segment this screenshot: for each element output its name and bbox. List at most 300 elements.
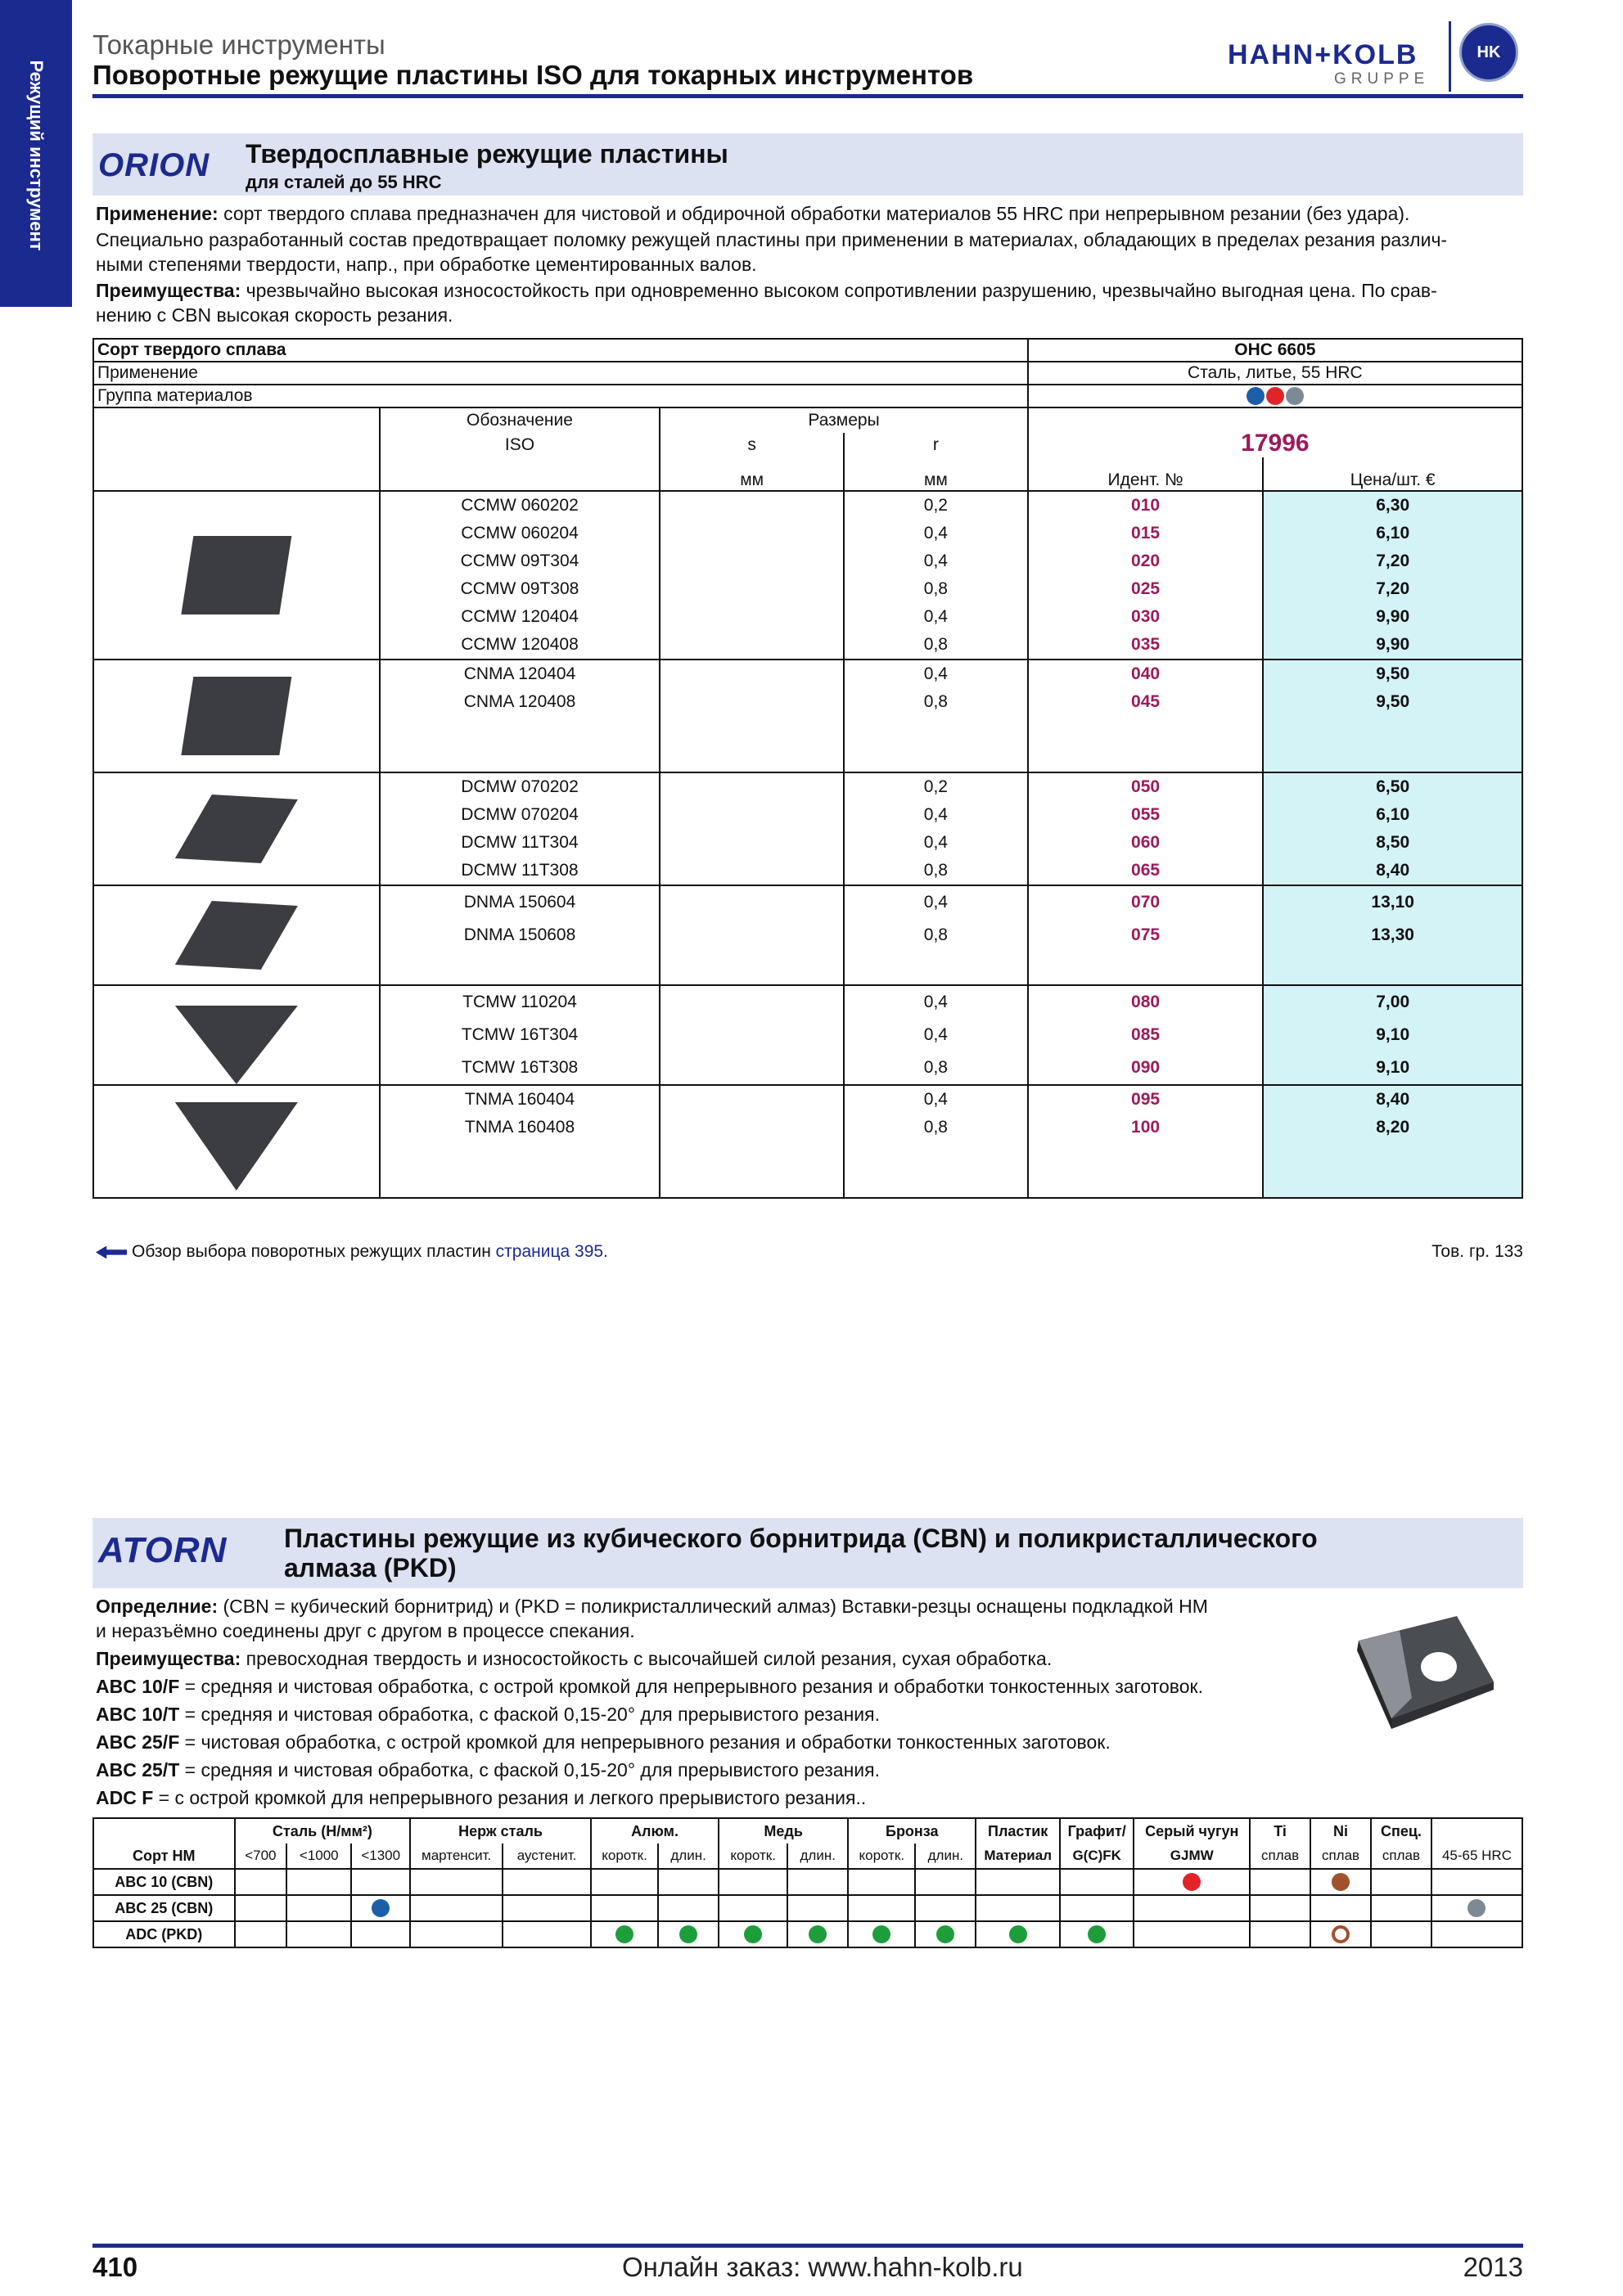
section1-title: Твердосплавные режущие пластины — [246, 139, 728, 169]
article-number: 17996 — [1028, 407, 1522, 457]
cbn-pkd-material-table — [92, 1817, 1523, 1948]
r-value: 0,8 — [844, 688, 1028, 716]
iso-designation: TCMW 110204 — [380, 985, 660, 1019]
suitability-cell — [286, 1895, 351, 1921]
hard-material-dot-icon — [1286, 387, 1304, 405]
ident-number: 060 — [1028, 829, 1264, 857]
r-value: 0,4 — [844, 829, 1028, 857]
material-header: Алюм. — [591, 1818, 719, 1844]
table-row — [93, 885, 1522, 919]
suitability-cell — [410, 1895, 503, 1921]
ident-number: 015 — [1028, 520, 1264, 547]
price-value: 8,50 — [1263, 829, 1522, 857]
material-subheader: <1300 — [351, 1844, 410, 1869]
insert-image — [93, 985, 380, 1085]
table-row — [93, 1869, 1522, 1895]
material-subheader: <700 — [235, 1844, 287, 1869]
price-header: Цена/шт. € — [1263, 457, 1522, 491]
adcf-desc: ADC F = с острой кромкой для непрерывного резания и легкого прерывистого резания.. — [96, 1787, 867, 1808]
empty-cell — [1263, 1141, 1522, 1169]
table-row — [93, 491, 1522, 520]
ident-number: 070 — [1028, 885, 1264, 919]
price-value: 13,30 — [1263, 919, 1522, 952]
suitability-dot-icon — [809, 1925, 827, 1943]
iso-designation: CNMA 120408 — [380, 688, 660, 716]
suitability-cell — [1310, 1921, 1371, 1947]
price-value: 9,90 — [1263, 631, 1522, 660]
overview-page-link[interactable]: страница 395. — [495, 1242, 608, 1261]
material-header: Ti — [1250, 1818, 1310, 1844]
suitability-cell — [915, 1921, 976, 1947]
iso-designation: DCMW 070204 — [380, 801, 660, 829]
empty-cell — [660, 1141, 844, 1169]
suitability-cell — [235, 1869, 287, 1895]
suitability-cell — [1431, 1921, 1522, 1947]
grade-column-header: Сорт HM — [93, 1844, 235, 1869]
application-value: Сталь, литье, 55 HRC — [1028, 362, 1522, 385]
empty-cell — [844, 1169, 1028, 1198]
suitability-cell — [351, 1921, 410, 1947]
empty-cell — [844, 952, 1028, 985]
table-row — [93, 1895, 1522, 1921]
ident-header: Идент. № — [1028, 457, 1264, 491]
s-header: s — [660, 433, 844, 457]
suitability-cell — [351, 1895, 410, 1921]
suitability-cell — [410, 1921, 503, 1947]
s-value — [660, 631, 844, 660]
s-value — [660, 603, 844, 631]
material-subheader: Материал — [976, 1844, 1060, 1869]
table-row — [93, 985, 1522, 1019]
suitability-cell — [658, 1921, 719, 1947]
suitability-cell — [848, 1921, 915, 1947]
price-value: 6,10 — [1263, 801, 1522, 829]
catalog-year: 2013 — [1463, 2252, 1523, 2282]
insert-image — [93, 660, 380, 772]
empty-cell — [844, 744, 1028, 772]
ident-number: 085 — [1028, 1019, 1264, 1051]
suitability-cell — [410, 1869, 503, 1895]
insert-shape-icon — [175, 526, 298, 624]
suitability-cell — [235, 1921, 287, 1947]
r-header: r — [844, 433, 1028, 457]
s-value — [660, 985, 844, 1019]
product-group: Тов. гр. 133 — [1431, 1242, 1523, 1261]
s-value — [660, 1114, 844, 1141]
side-tab-label: Режущий инструмент — [26, 60, 47, 251]
r-value: 0,4 — [844, 603, 1028, 631]
material-header: Спец. — [1371, 1818, 1431, 1844]
cbn-insert-image — [1342, 1608, 1506, 1739]
material-subheader: длин. — [915, 1844, 976, 1869]
suitability-cell — [976, 1895, 1060, 1921]
material-header: Нерж сталь — [410, 1818, 591, 1844]
iso-designation: DCMW 11T304 — [380, 829, 660, 857]
suitability-cell — [1431, 1869, 1522, 1895]
empty-cell — [1263, 1169, 1522, 1198]
suitability-dot-icon — [1088, 1925, 1106, 1943]
suitability-cell — [503, 1869, 591, 1895]
application-label: Применение — [93, 362, 1028, 385]
suitability-cell — [658, 1869, 719, 1895]
header-empty — [93, 1818, 235, 1844]
r-value: 0,4 — [844, 985, 1028, 1019]
suitability-cell — [719, 1869, 787, 1895]
suitability-dot-icon — [1332, 1873, 1350, 1891]
suitability-cell — [1060, 1869, 1134, 1895]
suitability-dot-icon — [1467, 1899, 1485, 1917]
s-value — [660, 520, 844, 547]
abc10t-desc: ABC 10/T = средняя и чистовая обработка, с фаской 0,15-20° для прерывистого резания. — [96, 1704, 880, 1725]
s-value — [660, 1019, 844, 1051]
material-header: Ni — [1310, 1818, 1371, 1844]
s-value — [660, 575, 844, 603]
ident-number: 010 — [1028, 491, 1264, 520]
suitability-dot-icon — [872, 1925, 890, 1943]
designation-header: Обозначение ISO — [380, 407, 660, 457]
section1-application: Применение: сорт твердого сплава предназначен для чистовой и обдирочной обработки материалов 55 HRC при непрерывном резании (без удара). — [96, 203, 1410, 224]
table-row — [93, 772, 1522, 801]
suitability-cell — [1371, 1895, 1431, 1921]
insert-shape-icon — [175, 986, 298, 1084]
suitability-cell — [1310, 1895, 1371, 1921]
suitability-cell — [719, 1921, 787, 1947]
grade-label: ABC 10 (CBN) — [93, 1869, 235, 1895]
empty-cell — [1263, 952, 1522, 985]
s-value — [660, 688, 844, 716]
section2-title-2: алмаза (PKD) — [284, 1553, 457, 1582]
suitability-cell — [658, 1895, 719, 1921]
atorn-logo: ATORN — [98, 1530, 228, 1570]
overview-note: Обзор выбора поворотных режущих пластин страница 395. — [96, 1242, 608, 1262]
price-value: 9,90 — [1263, 603, 1522, 631]
ident-number: 065 — [1028, 857, 1264, 885]
suitability-dot-icon — [1183, 1873, 1201, 1891]
ident-number: 095 — [1028, 1085, 1264, 1114]
material-subheader: длин. — [787, 1844, 848, 1869]
iso-designation: TCMW 16T308 — [380, 1051, 660, 1085]
suitability-cell — [787, 1895, 848, 1921]
r-value: 0,4 — [844, 520, 1028, 547]
price-value: 9,10 — [1263, 1019, 1522, 1051]
material-subheader: сплав — [1310, 1844, 1371, 1869]
material-subheader: сплав — [1371, 1844, 1431, 1869]
suitability-cell — [591, 1921, 658, 1947]
suitability-cell — [848, 1869, 915, 1895]
iso-designation: DNMA 150604 — [380, 885, 660, 919]
price-value: 9,10 — [1263, 1051, 1522, 1085]
suitability-cell — [591, 1895, 658, 1921]
insert-shape-icon — [175, 886, 298, 984]
ident-number: 020 — [1028, 547, 1264, 575]
header-divider — [92, 94, 1523, 98]
r-value: 0,4 — [844, 801, 1028, 829]
suitability-dot-icon — [679, 1925, 697, 1943]
suitability-cell — [1250, 1895, 1310, 1921]
material-header: Пластик — [976, 1818, 1060, 1844]
suitability-cell — [848, 1895, 915, 1921]
empty-cell — [1028, 952, 1264, 985]
suitability-cell — [976, 1869, 1060, 1895]
ident-number: 080 — [1028, 985, 1264, 1019]
empty-cell — [844, 716, 1028, 744]
price-value: 8,20 — [1263, 1114, 1522, 1141]
price-value: 9,50 — [1263, 660, 1522, 688]
material-group-dots — [1028, 385, 1522, 407]
iso-designation: CCMW 120408 — [380, 631, 660, 660]
price-value: 6,30 — [1263, 491, 1522, 520]
suitability-cell — [976, 1921, 1060, 1947]
empty-cell — [844, 1141, 1028, 1169]
s-value — [660, 801, 844, 829]
s-value — [660, 1051, 844, 1085]
suitability-cell — [719, 1895, 787, 1921]
iso-designation: TNMA 160408 — [380, 1114, 660, 1141]
suitability-dot-icon — [372, 1899, 390, 1917]
orion-logo: ORION — [98, 147, 210, 183]
r-value: 0,2 — [844, 491, 1028, 520]
r-value: 0,8 — [844, 919, 1028, 952]
suitability-cell — [503, 1895, 591, 1921]
material-subheader: <1000 — [286, 1844, 351, 1869]
ident-number: 045 — [1028, 688, 1264, 716]
empty-cell — [1028, 744, 1264, 772]
suitability-cell — [286, 1921, 351, 1947]
material-subheader: коротк. — [591, 1844, 658, 1869]
ident-number: 075 — [1028, 919, 1264, 952]
cast-iron-dot-icon — [1266, 387, 1284, 405]
suitability-cell — [787, 1921, 848, 1947]
brand-logo-sub: GRUPPE — [1334, 70, 1430, 88]
price-value: 7,00 — [1263, 985, 1522, 1019]
suitability-dot-icon — [615, 1925, 633, 1943]
iso-designation: CCMW 09T308 — [380, 575, 660, 603]
empty-cell — [380, 716, 660, 744]
material-subheader: коротк. — [848, 1844, 915, 1869]
insert-image — [93, 1085, 380, 1198]
suitability-cell — [1134, 1895, 1250, 1921]
suitability-cell — [1250, 1869, 1310, 1895]
section1-application-3: ными степенями твердости, напр., при обработке цементированных валов. — [96, 254, 757, 275]
iso-designation: CCMW 060202 — [380, 491, 660, 520]
price-value: 6,10 — [1263, 520, 1522, 547]
empty-cell — [660, 744, 844, 772]
s-value — [660, 491, 844, 520]
suitability-cell — [1060, 1921, 1134, 1947]
iso-designation: CCMW 09T304 — [380, 547, 660, 575]
section1-advantages-2: нению с CBN высокая скорость резания. — [96, 304, 453, 326]
ident-number: 035 — [1028, 631, 1264, 660]
suitability-dot-icon — [1009, 1925, 1027, 1943]
s-value — [660, 829, 844, 857]
ident-number: 040 — [1028, 660, 1264, 688]
iso-designation: CNMA 120404 — [380, 660, 660, 688]
ring-dot-icon — [1332, 1925, 1350, 1943]
empty-cell — [660, 716, 844, 744]
material-header: Сталь (Н/мм²) — [235, 1818, 411, 1844]
material-subheader: коротк. — [719, 1844, 787, 1869]
r-value: 0,8 — [844, 1051, 1028, 1085]
grade-value: OHC 6605 — [1028, 339, 1522, 362]
empty-cell — [1028, 1141, 1264, 1169]
r-value: 0,8 — [844, 1114, 1028, 1141]
r-value: 0,4 — [844, 547, 1028, 575]
ident-number: 050 — [1028, 772, 1264, 801]
abc25t-desc: ABC 25/T = средняя и чистовая обработка, с фаской 0,15-20° для прерывистого резания. — [96, 1759, 880, 1781]
empty-cell — [380, 952, 660, 985]
suitability-cell — [1371, 1869, 1431, 1895]
empty-cell — [380, 1141, 660, 1169]
section2-advantages: Преимущества: превосходная твердость и износостойкость с высочайшей силой резания, сухая обработка. — [96, 1648, 1053, 1669]
logo-divider — [1449, 21, 1451, 92]
section2-title-1: Пластины режущие из кубического борнитрида (CBN) и поликристаллического — [284, 1524, 1318, 1553]
section1-advantages: Преимущества: чрезвычайно высокая износостойкость при одновременно высоком сопротивлении разрушению, чрезвычайно выгодная цена. По срав- — [96, 280, 1437, 301]
suitability-dot-icon — [744, 1925, 762, 1943]
s-value — [660, 919, 844, 952]
r-value: 0,4 — [844, 885, 1028, 919]
r-value: 0,2 — [844, 772, 1028, 801]
brand-logo: HAHN+KOLB — [1228, 39, 1418, 70]
ident-number: 055 — [1028, 801, 1264, 829]
r-value: 0,8 — [844, 631, 1028, 660]
iso-designation: TCMW 16T304 — [380, 1019, 660, 1051]
suitability-cell — [591, 1869, 658, 1895]
unit-r: мм — [844, 457, 1028, 491]
arrow-left-icon — [96, 1245, 127, 1258]
material-header: Бронза — [848, 1818, 976, 1844]
price-value: 7,20 — [1263, 547, 1522, 575]
material-subheader: GJMW — [1134, 1844, 1250, 1869]
header-category: Токарные инструменты — [92, 29, 385, 60]
r-value: 0,4 — [844, 660, 1028, 688]
iso-designation: TNMA 160404 — [380, 1085, 660, 1114]
empty-cell — [1028, 1169, 1264, 1198]
suitability-dot-icon — [936, 1925, 954, 1943]
online-order: Онлайн заказ: www.hahn-kolb.ru — [622, 2252, 1023, 2282]
iso-designation: DCMW 070202 — [380, 772, 660, 801]
ident-number: 025 — [1028, 575, 1264, 603]
suitability-cell — [1134, 1921, 1250, 1947]
suitability-cell — [915, 1869, 976, 1895]
suitability-cell — [1250, 1921, 1310, 1947]
ident-number: 100 — [1028, 1114, 1264, 1141]
insert-image — [93, 885, 380, 985]
iso-designation: CCMW 060204 — [380, 520, 660, 547]
price-value: 6,50 — [1263, 772, 1522, 801]
section2-definition-2: и неразъёмно соединены друг с другом в процессе спекания. — [96, 1620, 635, 1641]
hk-logo-icon: HK — [1459, 23, 1518, 82]
suitability-cell — [1060, 1895, 1134, 1921]
ident-number: 090 — [1028, 1051, 1264, 1085]
iso-designation: DCMW 11T308 — [380, 857, 660, 885]
unit-s: мм — [660, 457, 844, 491]
insert-image — [93, 491, 380, 660]
suitability-cell — [503, 1921, 591, 1947]
material-subheader: мартенсит. — [410, 1844, 503, 1869]
suitability-cell — [1371, 1921, 1431, 1947]
page-number: 410 — [92, 2252, 138, 2282]
material-header: Графит/ — [1060, 1818, 1134, 1844]
empty-cell — [660, 952, 844, 985]
header-empty — [1431, 1818, 1522, 1844]
s-value — [660, 660, 844, 688]
insert-shape-icon — [175, 780, 298, 878]
s-value — [660, 857, 844, 885]
price-value: 13,10 — [1263, 885, 1522, 919]
iso-designation: CCMW 120404 — [380, 603, 660, 631]
section2-definition: Определние: (CBN = кубический борнитрид) и (PKD = поликристаллический алмаз) Вставки-резцы оснащены подкладкой HM — [96, 1596, 1208, 1617]
r-value: 0,4 — [844, 1019, 1028, 1051]
empty-cell — [1028, 716, 1264, 744]
insert-shape-icon — [175, 1092, 298, 1191]
empty-cell — [380, 744, 660, 772]
material-subheader: аустенит. — [503, 1844, 591, 1869]
price-value: 8,40 — [1263, 1085, 1522, 1114]
section1-subtitle: для сталей до 55 HRC — [246, 172, 442, 192]
suitability-cell — [1310, 1869, 1371, 1895]
grade-label: ADC (PKD) — [93, 1921, 235, 1947]
suitability-cell — [286, 1869, 351, 1895]
price-value: 8,40 — [1263, 857, 1522, 885]
s-value — [660, 547, 844, 575]
table-row — [93, 660, 1522, 688]
abc25f-desc: ABC 25/F = чистовая обработка, с острой кромкой для непрерывного резания и обработки тонкостенных заготовок. — [96, 1731, 1111, 1753]
material-header: Серый чугун — [1134, 1818, 1250, 1844]
suitability-cell — [235, 1895, 287, 1921]
price-value: 9,50 — [1263, 688, 1522, 716]
empty-cell — [1263, 716, 1522, 744]
section1-application-2: Специально разработанный состав предотвращает поломку режущей пластины при применении в материалах, обладающих в пределах резания различ- — [96, 229, 1448, 250]
insert-shape-icon — [175, 667, 298, 765]
orion-insert-table — [92, 338, 1523, 1199]
r-value: 0,8 — [844, 857, 1028, 885]
material-subheader: 45-65 HRC — [1431, 1844, 1522, 1869]
suitability-cell — [351, 1869, 410, 1895]
material-header: Медь — [719, 1818, 848, 1844]
r-value: 0,4 — [844, 1085, 1028, 1114]
empty-cell — [380, 1169, 660, 1198]
material-subheader: сплав — [1250, 1844, 1310, 1869]
s-value — [660, 1085, 844, 1114]
price-value: 7,20 — [1263, 575, 1522, 603]
dims-header: Размеры — [660, 407, 1027, 433]
footer-divider — [92, 2244, 1523, 2248]
suitability-cell — [1134, 1869, 1250, 1895]
r-value: 0,8 — [844, 575, 1028, 603]
suitability-cell — [915, 1895, 976, 1921]
s-value — [660, 885, 844, 919]
material-group-label: Группа материалов — [93, 385, 1028, 407]
table-row — [93, 1085, 1522, 1114]
ident-number: 030 — [1028, 603, 1264, 631]
steel-dot-icon — [1247, 387, 1265, 405]
empty-cell — [660, 1169, 844, 1198]
abc10f-desc: ABC 10/F = средняя и чистовая обработка, с острой кромкой для непрерывного резания и обработки тонкостенных заготовок. — [96, 1676, 1203, 1697]
suitability-cell — [1431, 1895, 1522, 1921]
material-subheader: G(C)FK — [1060, 1844, 1134, 1869]
iso-designation: DNMA 150608 — [380, 919, 660, 952]
suitability-cell — [787, 1869, 848, 1895]
insert-image — [93, 772, 380, 885]
page-title: Поворотные режущие пластины ISO для токарных инструментов — [92, 60, 974, 90]
material-subheader: длин. — [658, 1844, 719, 1869]
s-value — [660, 772, 844, 801]
grade-label: Сорт твердого сплава — [93, 339, 1028, 362]
side-tab — [0, 0, 72, 307]
table-row — [93, 1921, 1522, 1947]
grade-label: ABC 25 (CBN) — [93, 1895, 235, 1921]
empty-cell — [1263, 744, 1522, 772]
